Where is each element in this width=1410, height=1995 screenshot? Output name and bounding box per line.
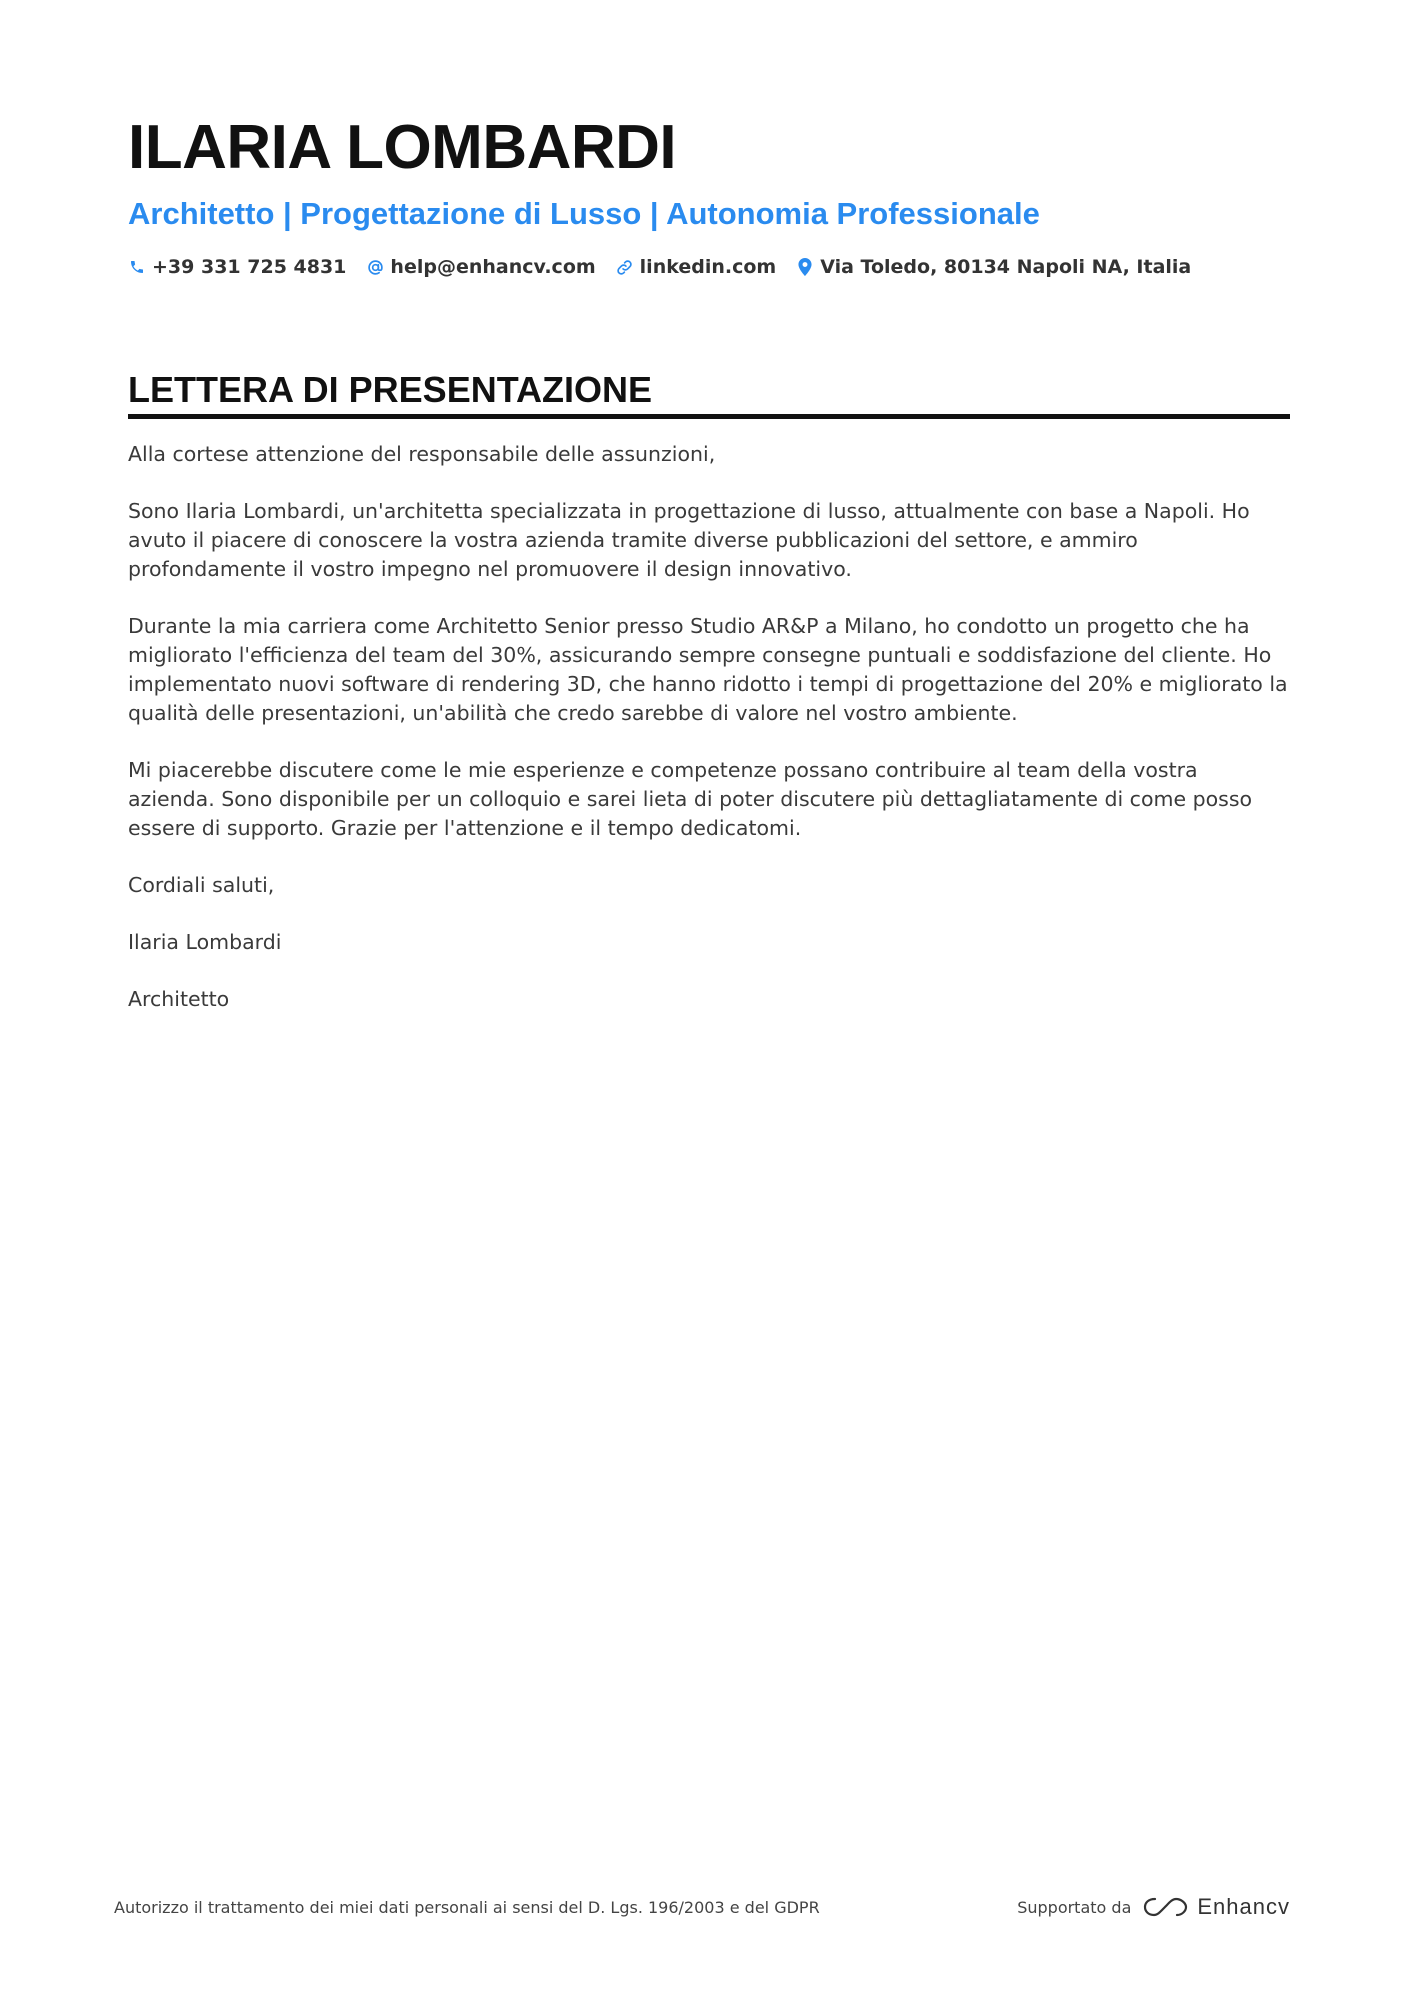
letter-paragraph: Sono Ilaria Lombardi, un'architetta specializzata in progettazione di lusso, attualmente con base a Napoli. Ho avuto il piacere di conoscere la vostra azienda tramite diverse pubblicazioni del settore, e ammiro profondamente il vostro impegno nel promuovere il design innovativo. [128,499,1250,581]
letter-role: Architetto [128,987,230,1011]
letter-paragraph: Durante la mia carriera come Architetto Senior presso Studio AR&P a Milano, ho condotto un progetto che ha migliorato l'efficienza del team del 30%, assicurando sempre consegne puntuali e soddisfazione del cliente. Ho implementato nuovi software di rendering 3D, che hanno ridotto i tempi di progettazione del 20% e migliorato la qualità delle presentazioni, un'abilità che credo sarebbe di valore nel vostro ambiente. [128,614,1288,725]
contact-bar [128,256,1290,278]
contact-link-text[interactable]: linkedin.com [639,256,777,278]
contact-email-text[interactable]: help@enhancv.com [390,256,596,278]
contact-address [796,256,1191,278]
powered-by[interactable] [1017,1894,1290,1920]
contact-address-text: Via Toledo, 80134 Napoli NA, Italia [820,256,1192,278]
contact-phone [128,256,346,278]
letter-body [128,440,1290,1042]
privacy-consent: Autorizzo il trattamento dei miei dati personali ai sensi del D. Lgs. 196/2003 e del GDPR [114,1897,820,1917]
cover-letter-page [128,110,1290,1011]
at-icon [366,258,384,276]
enhancv-logo-icon [1143,1895,1189,1919]
letter-paragraph: Mi piacerebbe discutere come le mie esperienze e competenze possano contribuire al team della vostra azienda. Sono disponibile per un colloquio e sarei lieta di poter discutere più dettagliatamente di come posso essere di supporto. Grazie per l'attenzione e il tempo dedicatomi. [128,758,1253,840]
contact-email[interactable] [366,256,595,278]
phone-icon [128,258,146,276]
candidate-name: ILARIA LOMBARDI [128,113,677,182]
letter-greeting: Alla cortese attenzione del responsabile delle assunzioni, [128,442,716,466]
page-footer [114,1894,1290,1920]
brand-name: Enhancv [1197,1894,1290,1919]
section-title: LETTERA DI PRESENTAZIONE [128,368,1290,419]
letter-signature: Ilaria Lombardi [128,930,282,954]
contact-phone-text: +39 331 725 4831 [152,256,347,278]
candidate-headline: Architetto | Progettazione di Lusso | Autonomia Professionale [128,196,1040,231]
location-pin-icon [796,258,814,276]
powered-by-label: Supportato da [1017,1897,1132,1917]
letter-closing: Cordiali saluti, [128,873,275,897]
link-icon [616,258,634,276]
contact-link[interactable] [616,256,777,278]
